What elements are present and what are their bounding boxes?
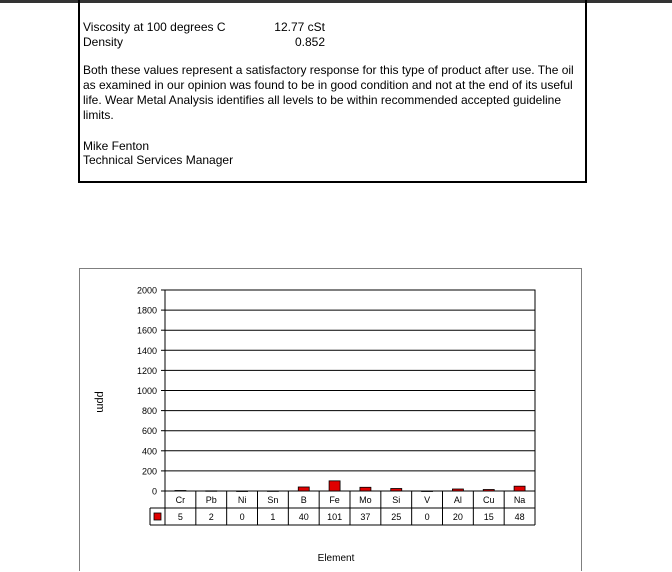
y-tick-label: 800 [141, 406, 157, 417]
category-label: B [300, 495, 307, 505]
x-axis-label: Element [317, 553, 355, 564]
category-label: Mo [359, 495, 372, 505]
y-tick-label: 1400 [136, 345, 157, 356]
bar-pb [206, 491, 217, 492]
remarks-text: Both these values represent a satisfactory response for this type of product after use. The oil as examined in our opinion was found to be in good condition and not at the end of its useful life. Wear Metal Analysis identifies all levels to be within recommended accepted guideline limits. [83, 63, 574, 122]
bar-cu [483, 489, 494, 491]
property-name: Density [83, 35, 124, 49]
y-tick-label: 200 [141, 466, 157, 477]
value-label: 0 [424, 512, 430, 522]
bar-na [514, 486, 525, 491]
y-axis-label: ppm [94, 391, 106, 413]
y-tick-label: 1200 [136, 365, 157, 376]
bar-cr [175, 490, 186, 491]
bar-si [391, 488, 402, 491]
signature-title: Technical Services Manager [83, 153, 234, 167]
category-label: V [424, 495, 431, 505]
bar-ni [237, 491, 248, 492]
category-label: Fe [329, 495, 340, 505]
value-label: 101 [327, 512, 343, 522]
value-label: 5 [177, 512, 183, 522]
value-label: 25 [391, 512, 402, 522]
y-tick-label: 600 [141, 426, 157, 437]
value-label: 37 [360, 512, 371, 522]
y-tick-label: 0 [151, 486, 157, 497]
bar-v [422, 491, 433, 492]
category-label: Cu [482, 495, 495, 505]
signature-name: Mike Fenton [83, 139, 150, 153]
y-tick-label: 1800 [136, 305, 157, 316]
value-label: 15 [483, 512, 494, 522]
value-label: 40 [298, 512, 309, 522]
value-label: 1 [270, 512, 276, 522]
property-value: 0.852 [294, 35, 325, 49]
bar-fe [329, 481, 340, 491]
y-tick-label: 2000 [136, 285, 157, 296]
category-label: Cr [175, 495, 186, 505]
category-label: Ni [237, 495, 247, 505]
y-tick-label: 400 [141, 446, 157, 457]
category-label: Sn [267, 495, 279, 505]
category-label: Pb [205, 495, 217, 505]
bar-b [298, 487, 309, 491]
category-label: Na [513, 495, 526, 505]
y-tick-label: 1600 [136, 325, 157, 336]
bar-sn [267, 491, 278, 492]
value-label: 48 [514, 512, 525, 522]
bar-mo [360, 487, 371, 491]
category-label: Al [453, 495, 462, 505]
y-tick-label: 1000 [136, 386, 157, 396]
value-label: 0 [239, 512, 245, 522]
legend-key [154, 513, 161, 520]
bar-al [452, 489, 463, 491]
category-label: Si [392, 495, 401, 505]
value-label: 20 [452, 512, 463, 522]
property-value: 12.77 cSt [274, 20, 325, 34]
property-name: Viscosity at 100 degrees C [83, 20, 226, 34]
value-label: 2 [208, 512, 214, 522]
